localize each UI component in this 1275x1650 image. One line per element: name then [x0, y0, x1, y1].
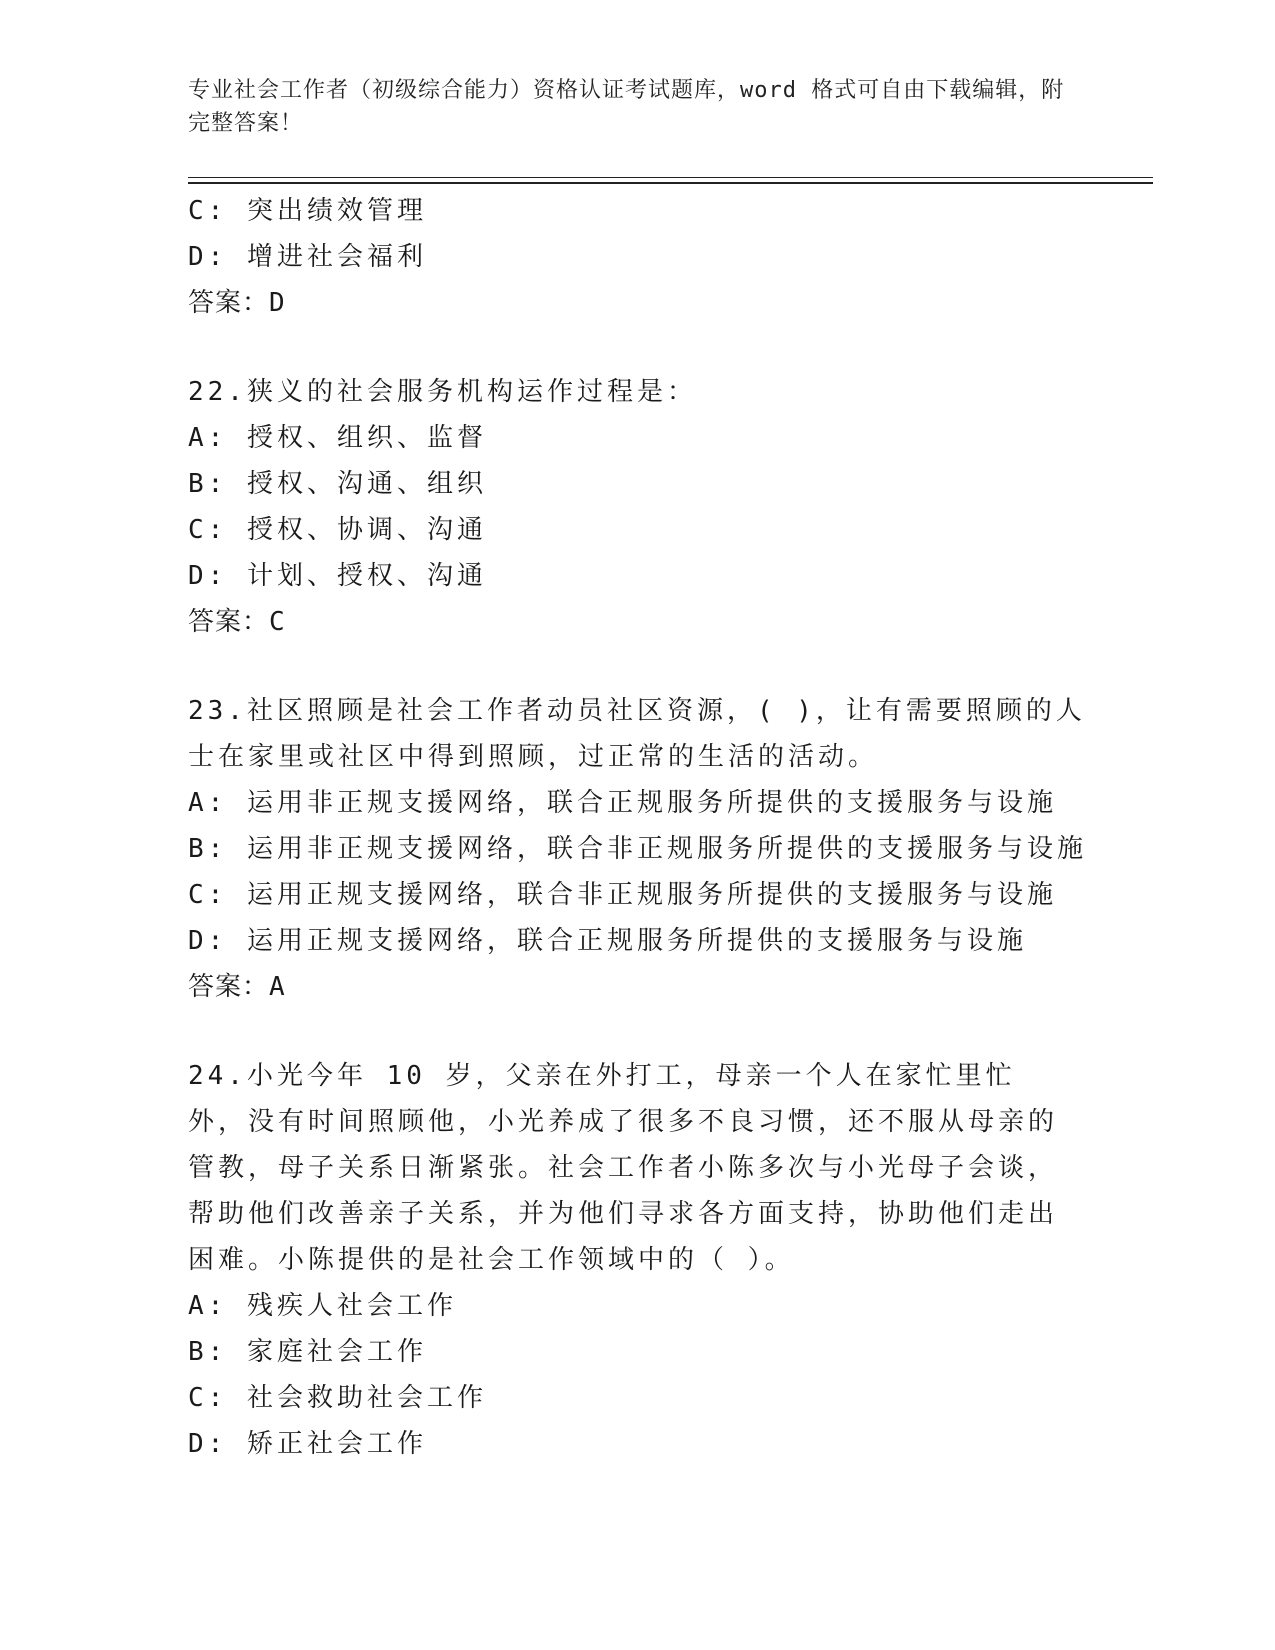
option-a: A: 运用非正规支援网络，联合正规服务所提供的支援服务与设施 — [188, 788, 1057, 818]
answer-value: C — [269, 607, 286, 637]
answer-label: 答案： — [188, 288, 270, 318]
answer-value: D — [269, 288, 286, 318]
question-stem: 23.社区照顾是社会工作者动员社区资源，( )，让有需要照顾的人士在家里或社区中得到照顾，过正常的生活的活动。 — [188, 696, 1086, 772]
option-a: A: 残疾人社会工作 — [188, 1291, 457, 1321]
answer-line — [188, 599, 1088, 645]
option-b: B: 授权、沟通、组织 — [188, 469, 487, 499]
option-b: B: 运用非正规支援网络，联合非正规服务所提供的支援服务与设施 — [188, 834, 1087, 864]
answer-line — [188, 964, 1088, 1010]
option-d: D: 矫正社会工作 — [188, 1429, 427, 1459]
spacer — [188, 1010, 1088, 1053]
option-c: C: 运用正规支援网络，联合非正规服务所提供的支援服务与设施 — [188, 880, 1057, 910]
question-23 — [188, 688, 1088, 1010]
question-stem: 22.狭义的社会服务机构运作过程是： — [188, 377, 697, 407]
answer-line — [188, 280, 1088, 326]
header-divider-thick — [188, 182, 1153, 184]
question-22 — [188, 369, 1088, 645]
question-21 — [188, 188, 1088, 326]
page-header-title: 专业社会工作者（初级综合能力）资格认证考试题库，word 格式可自由下载编辑，附完整答案！ — [188, 78, 1065, 136]
option-d: D: 计划、授权、沟通 — [188, 561, 487, 591]
option-b: B: 家庭社会工作 — [188, 1337, 427, 1367]
option-d: D: 增进社会福利 — [188, 242, 427, 272]
spacer — [188, 645, 1088, 688]
option-c: C: 突出绩效管理 — [188, 196, 427, 226]
answer-label: 答案： — [188, 972, 270, 1002]
spacer — [188, 326, 1088, 369]
question-list — [188, 188, 1088, 1467]
answer-value: A — [269, 972, 286, 1002]
option-c: C: 社会救助社会工作 — [188, 1383, 487, 1413]
header-divider-thin — [188, 177, 1153, 178]
answer-label: 答案： — [188, 607, 270, 637]
question-stem: 24.小光今年 10 岁，父亲在外打工，母亲一个人在家忙里忙外，没有时间照顾他，小光养成了很多不良习惯，还不服从母亲的管教，母子关系日渐紧张。社会工作者小陈多次与小光母子会谈，帮助他们改善亲子关系，并为他们寻求各方面支持，协助他们走出困难。小陈提供的是社会工作领域中的（ ）。 — [188, 1061, 1059, 1275]
option-d: D: 运用正规支援网络，联合正规服务所提供的支援服务与设施 — [188, 926, 1027, 956]
option-c: C: 授权、协调、沟通 — [188, 515, 487, 545]
option-a: A: 授权、组织、监督 — [188, 423, 487, 453]
question-24 — [188, 1053, 1088, 1467]
